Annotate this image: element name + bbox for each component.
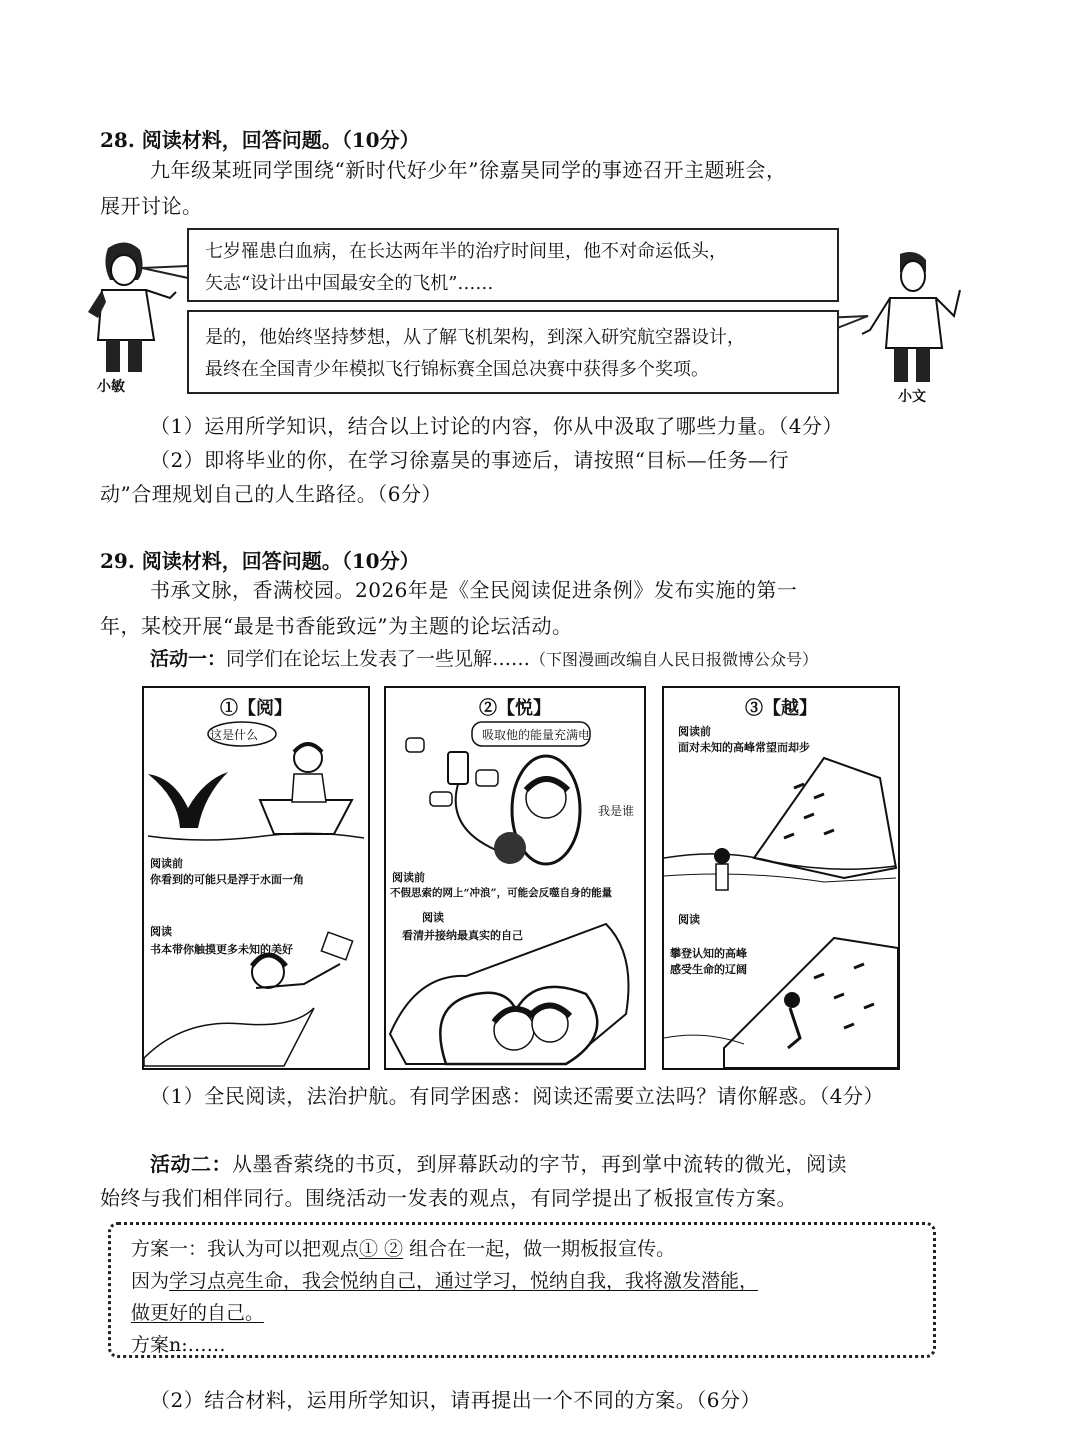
q29-intro-line1: 书承文脉，香满校园。2026年是《全民阅读促进条例》发布实施的第一 [150, 578, 798, 602]
q29-sub2: （2）结合材料，运用所学知识，请再提出一个不同的方案。（6分） [150, 1388, 761, 1412]
bubble2-line1: 是的，他始终坚持梦想，从了解飞机架构，到深入研究航空器设计， [205, 327, 745, 348]
activity1-label: 活动一： [150, 648, 227, 670]
panel3-after-text-line1: 攀登认知的高峰 [670, 947, 747, 960]
panel2-before-label: 阅读前 [392, 871, 425, 884]
panel3-before-label: 阅读前 [678, 725, 711, 738]
panel1-bubble: 这是什么 [210, 728, 259, 742]
speaker-left-label: 小敏 [97, 379, 125, 395]
student-right-illustration [860, 250, 970, 390]
student-left-illustration [80, 240, 190, 380]
panel3-after-text-line2: 感受生命的辽阔 [670, 963, 747, 976]
plan1-circled: ① ② [359, 1238, 404, 1260]
panel1-before-label: 阅读前 [150, 857, 183, 870]
activity2-text-line1: 从墨香萦绕的书页，到屏幕跃动的字节，再到掌中流转的微光，阅读 [232, 1152, 847, 1176]
bubble1-pointer [140, 262, 190, 282]
q28-title: 28. 阅读材料，回答问题。（10分） [100, 128, 420, 152]
panel2-title: ②【悦】 [479, 698, 551, 719]
panel2-after-label: 阅读 [422, 911, 444, 924]
panel3-mountain-cliff-drawing [664, 748, 898, 1068]
activity1-line [150, 644, 818, 675]
speech-bubble-1 [187, 228, 839, 302]
q28-sub1: （1）运用所学知识，结合以上讨论的内容，你从中汲取了哪些力量。（4分） [150, 414, 843, 438]
panel3-title: ③【越】 [745, 698, 817, 719]
panel2-before-text: 不假思索的网上“冲浪”，可能会反噬自身的能量 [390, 887, 613, 899]
activity2-line2: 始终与我们相伴同行。围绕活动一发表的观点，有同学提出了板报宣传方案。 [100, 1186, 797, 1210]
panel2-bubble: 吸取他的能量充满电 [482, 728, 591, 742]
panel1-before-text: 你看到的可能只是浮于水面一角 [150, 873, 304, 886]
q29-sub1: （1）全民阅读，法治护航。有同学困惑：阅读还需要立法吗？请你解惑。（4分） [150, 1084, 884, 1108]
comic-panel-3 [662, 686, 900, 1070]
q29-intro-line2: 年，某校开展“最是书香能致远”为主题的论坛活动。 [100, 614, 573, 638]
comic-panel-1 [142, 686, 370, 1070]
q28-sub2-line2: 动”合理规划自己的人生路径。（6分） [100, 482, 442, 506]
panel1-after-label: 阅读 [150, 925, 172, 938]
activity2-line1 [150, 1146, 847, 1182]
speech-bubble-2 [187, 310, 839, 394]
panel2-heart-book-drawing [386, 914, 644, 1068]
plan-line3-underlined: 做更好的自己。 [131, 1302, 265, 1324]
plan-n: 方案n:…… [131, 1334, 226, 1356]
panel1-after-text: 书本带你触摸更多未知的美好 [150, 943, 293, 956]
plan-line2-underlined: 学习点亮生命，我会悦纳自己，通过学习，悦纳自我，我将激发潜能， [169, 1270, 759, 1292]
plan-line2-prefix: 因为 [131, 1270, 170, 1292]
plan-line2 [131, 1265, 913, 1297]
q29-title: 29. 阅读材料，回答问题。（10分） [100, 549, 420, 573]
panel2-after-text: 看清并接纳最真实的自己 [402, 929, 523, 942]
panel3-before-text: 面对未知的高峰常望而却步 [678, 741, 810, 754]
activity2-label: 活动二： [150, 1152, 232, 1176]
activity1-text: 同学们在论坛上发表了一些见解…… [226, 648, 531, 670]
plan1-prefix: 方案一：我认为可以把观点 [131, 1238, 360, 1260]
plan-box [108, 1222, 936, 1358]
panel2-side-bubble: 我是谁 [598, 804, 635, 818]
panel3-after-label: 阅读 [678, 913, 700, 926]
panel1-title: ①【阅】 [220, 698, 292, 719]
comic-panel-2 [384, 686, 646, 1070]
q28-intro-line1: 九年级某班同学围绕“新时代好少年”徐嘉昊同学的事迹召开主题班会， [150, 158, 787, 182]
bubble1-line1: 七岁罹患白血病，在长达两年半的治疗时间里，他不对命运低头， [205, 241, 727, 262]
bubble1-line2: 矢志“设计出中国最安全的飞机”…… [205, 273, 494, 294]
q28-sub2-line1: （2）即将毕业的你，在学习徐嘉昊的事迹后，请按照“目标—任务—行 [150, 448, 789, 472]
activity1-note: （下图漫画改编自人民日报微博公众号） [530, 650, 819, 669]
plan1-suffix: 组合在一起，做一期板报宣传。 [409, 1238, 676, 1260]
plan1-line [131, 1233, 913, 1265]
panel1-reader-drawing [144, 928, 368, 1068]
q28-intro-line2: 展开讨论。 [100, 194, 203, 218]
speaker-right-label: 小文 [898, 389, 926, 405]
bubble2-line2: 最终在全国青少年模拟飞行锦标赛全国总决赛中获得多个奖项。 [205, 359, 709, 380]
